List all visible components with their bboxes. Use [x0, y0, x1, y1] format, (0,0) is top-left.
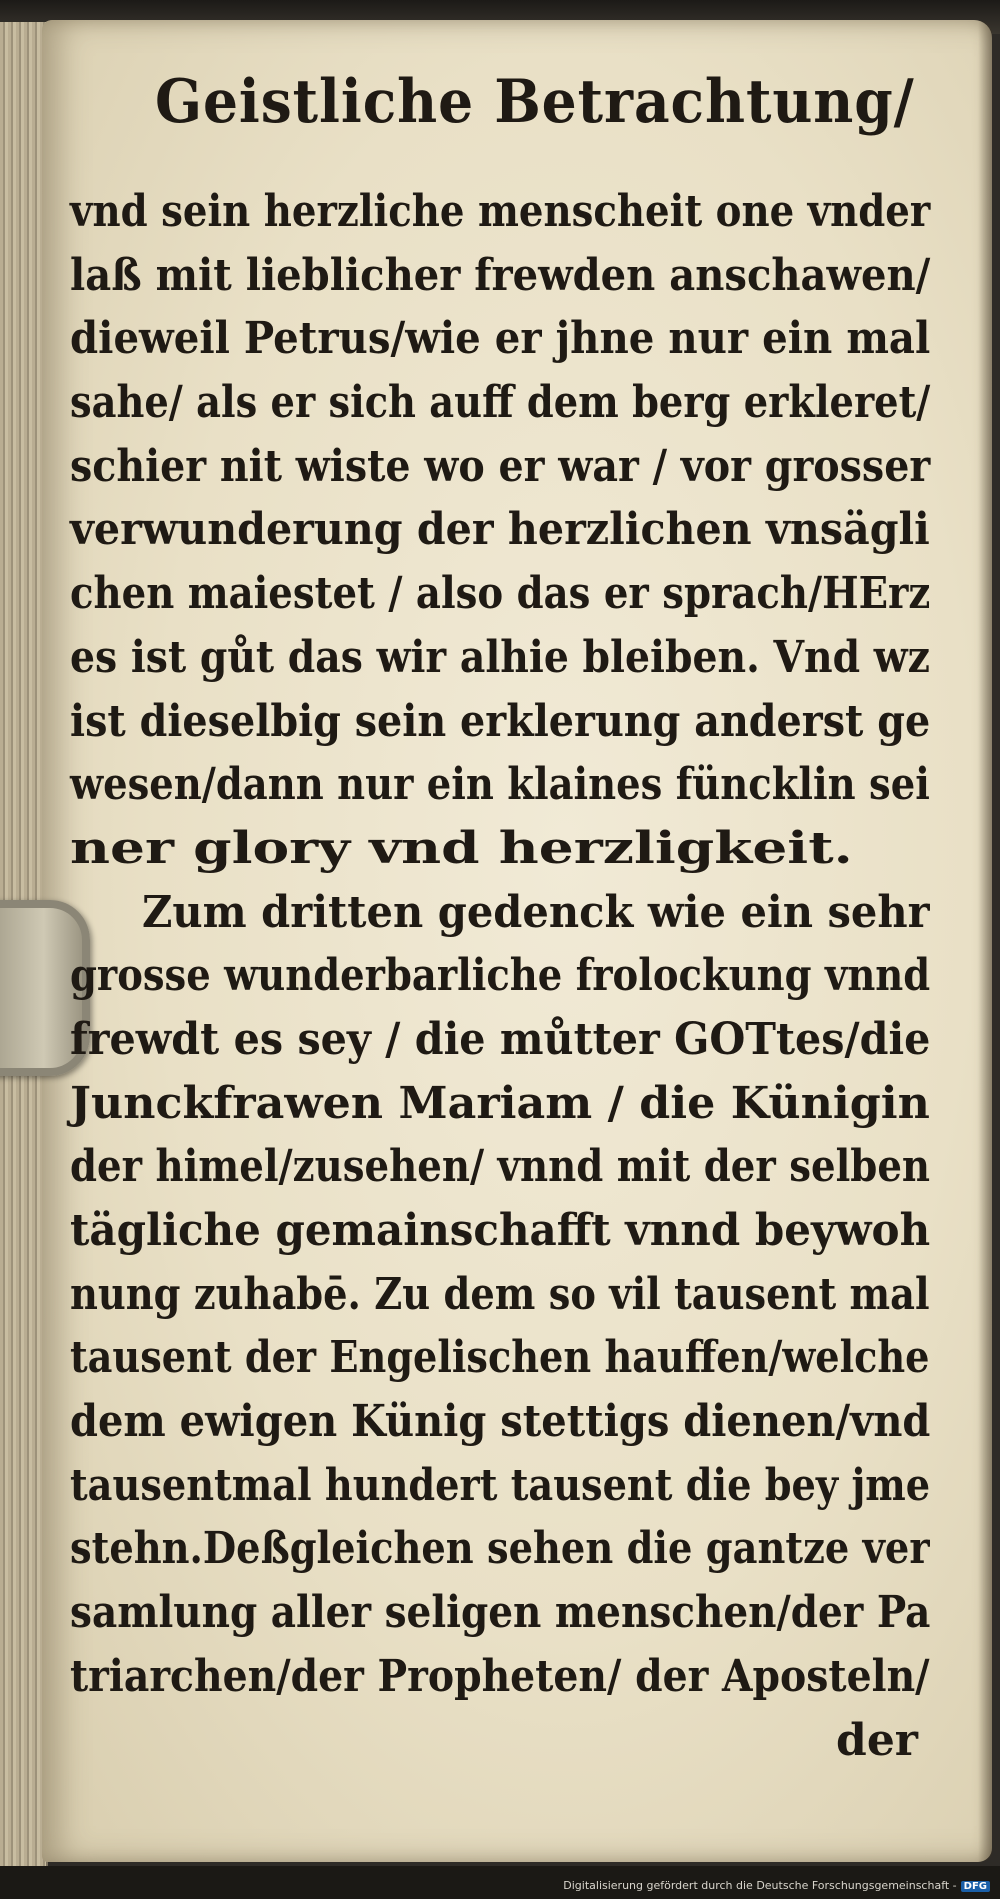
text-line-content: es ist gůt das wir alhie bleiben. Vnd wz [70, 631, 931, 683]
text-line [70, 944, 930, 1008]
text-line-content: grosse wunderbarliche frolockung vnnd [70, 950, 931, 1002]
text-line [70, 435, 930, 499]
text-line-content: laß mit lieblicher frewden anschawen/ [70, 249, 931, 301]
text-line [70, 1008, 930, 1072]
text-line [70, 1517, 930, 1581]
text-line [70, 371, 930, 435]
text-line-content: Zum dritten gedenck wie ein sehr [142, 886, 930, 938]
text-line [70, 1326, 930, 1390]
text-line: der [836, 1714, 918, 1766]
text-line [70, 1263, 930, 1327]
dfg-logo: DFG [961, 1881, 990, 1892]
funding-credit-text: Digitalisierung gefördert durch die Deutsche Forschungsgemeinschaft - [563, 1879, 957, 1892]
text-line-content: sahe/ als er sich auff dem berg erkleret/ [70, 377, 931, 429]
text-line [70, 1390, 930, 1454]
text-line-content: ner glory vnd herzligkeit. [70, 822, 853, 874]
text-line [70, 753, 930, 817]
text-line-content: verwunderung der herzlichen vnsägli [70, 504, 930, 556]
text-line [70, 562, 930, 626]
text-line-content: chen maiestet / also das er sprach/HErz [70, 568, 931, 620]
text-line-content: wesen/dann nur ein klaines füncklin sei [70, 759, 930, 811]
text-line-content: dem ewigen Künig stettigs dienen/vnd [70, 1396, 931, 1448]
text-line-content: vnd sein herzliche menscheit one vnder [70, 186, 931, 237]
text-line [70, 1199, 930, 1263]
text-line-content: triarchen/der Propheten/ der Aposteln/ [70, 1650, 930, 1702]
text-line-content: tausent der Engelischen hauffen/welche [70, 1332, 930, 1384]
text-line [70, 1454, 930, 1518]
text-line-content: ist dieselbig sein erklerung anderst ge [70, 695, 931, 747]
text-line-content: tausentmal hundert tausent die bey jme [70, 1459, 931, 1511]
text-line-content: stehn.Deßgleichen sehen die gantze ver [70, 1523, 930, 1575]
text-line-content: samlung aller seligen menschen/der Pa [70, 1587, 931, 1639]
text-line [70, 498, 930, 562]
text-line-content: tägliche gemainschafft vnnd beywoh [70, 1205, 931, 1256]
text-line [70, 1645, 930, 1709]
page-shadow-edge [978, 20, 992, 1862]
text-line-content: frewdt es sey / die můtter GOTtes/die [70, 1013, 931, 1065]
text-line-content: Junckfrawen Mariam / die Künigin [70, 1077, 930, 1129]
text-line-content: nung zuhabē. Zu dem so vil tausent mal [70, 1268, 930, 1320]
text-line [70, 180, 930, 244]
text-line-content: dieweil Petrus/wie er jhne nur ein mal [70, 313, 931, 365]
text-line-content: schier nit wiste wo er war / vor grosser [70, 440, 931, 492]
text-line [70, 1135, 930, 1199]
footer-credit [563, 1879, 990, 1892]
text-line [70, 244, 930, 308]
text-line [70, 1072, 930, 1136]
running-title: Geistliche Betrachtung/ [155, 67, 915, 137]
body-text [70, 180, 930, 1772]
text-line [70, 817, 930, 881]
text-line [70, 690, 930, 754]
text-line [70, 881, 930, 945]
text-line [70, 626, 930, 690]
text-line-content: der himel/zusehen/ vnnd mit der selben [70, 1141, 931, 1193]
text-line [70, 1581, 930, 1645]
text-line [70, 307, 930, 371]
